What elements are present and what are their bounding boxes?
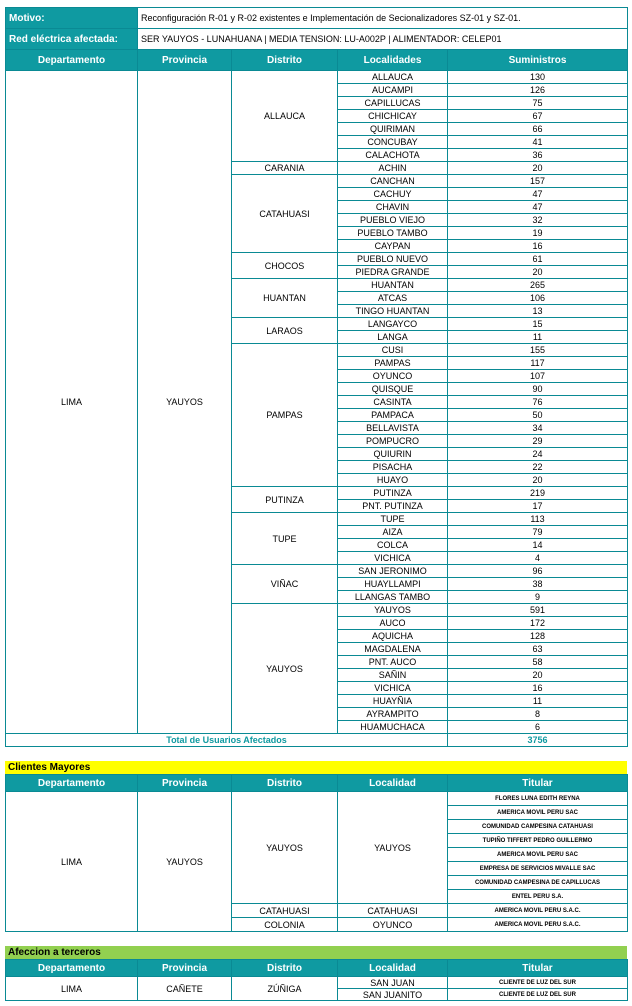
suministros-cell: 107 bbox=[448, 370, 628, 383]
suministros-cell: 36 bbox=[448, 149, 628, 162]
table-row bbox=[6, 71, 628, 84]
suministros-cell: 29 bbox=[448, 435, 628, 448]
distrito-cell: HUANTAN bbox=[232, 279, 338, 318]
localidad-cell: LANGAYCO bbox=[338, 318, 448, 331]
suministros-cell: 67 bbox=[448, 110, 628, 123]
localidad-cell: SAÑIN bbox=[338, 669, 448, 682]
distrito-cell: YAUYOS bbox=[232, 604, 338, 734]
suministros-cell: 76 bbox=[448, 396, 628, 409]
suministros-cell: 75 bbox=[448, 97, 628, 110]
suministros-cell: 172 bbox=[448, 617, 628, 630]
cm-header-provincia: Provincia bbox=[138, 775, 232, 792]
titular-cell: FLORES LUNA EDITH REYNA bbox=[448, 792, 628, 806]
localidad-cell: LLANGAS TAMBO bbox=[338, 591, 448, 604]
suministros-cell: 6 bbox=[448, 721, 628, 734]
table-row bbox=[6, 792, 628, 806]
localidad-cell: HUAYLLAMPI bbox=[338, 578, 448, 591]
localidad-cell: TUPE bbox=[338, 513, 448, 526]
suministros-cell: 9 bbox=[448, 591, 628, 604]
localidad-cell: AQUICHA bbox=[338, 630, 448, 643]
localidad-cell: CHAVIN bbox=[338, 201, 448, 214]
localidad-cell: VICHICA bbox=[338, 552, 448, 565]
localidad-cell: PISACHA bbox=[338, 461, 448, 474]
at-header-titular: Titular bbox=[448, 960, 628, 977]
departamento-cell: LIMA bbox=[6, 792, 138, 932]
header-localidades: Localidades bbox=[338, 50, 448, 71]
distrito-cell: CATAHUASI bbox=[232, 904, 338, 918]
titular-cell: COMUNIDAD CAMPESINA DE CAPILLUCAS bbox=[448, 876, 628, 890]
suministros-cell: 79 bbox=[448, 526, 628, 539]
localidad-cell: PNT. PUTINZA bbox=[338, 500, 448, 513]
suministros-cell: 14 bbox=[448, 539, 628, 552]
departamento-cell: LIMA bbox=[6, 977, 138, 1001]
titular-cell: TUPIÑO TIFFERT PEDRO GUILLERMO bbox=[448, 834, 628, 848]
suministros-cell: 34 bbox=[448, 422, 628, 435]
table-row bbox=[6, 977, 628, 989]
distrito-cell: PAMPAS bbox=[232, 344, 338, 487]
titular-cell: ENTEL PERU S.A. bbox=[448, 890, 628, 904]
localidad-cell: ACHIN bbox=[338, 162, 448, 175]
localidad-cell: CANCHAN bbox=[338, 175, 448, 188]
distrito-cell: CARANIA bbox=[232, 162, 338, 175]
suministros-cell: 19 bbox=[448, 227, 628, 240]
suministros-cell: 130 bbox=[448, 71, 628, 84]
localidad-cell: HUAYÑIA bbox=[338, 695, 448, 708]
suministros-cell: 16 bbox=[448, 682, 628, 695]
suministros-cell: 20 bbox=[448, 474, 628, 487]
suministros-cell: 117 bbox=[448, 357, 628, 370]
motivo-label: Motivo: bbox=[6, 8, 138, 29]
cm-header-distrito: Distrito bbox=[232, 775, 338, 792]
suministros-cell: 47 bbox=[448, 188, 628, 201]
localidad-cell: YAUYOS bbox=[338, 604, 448, 617]
localidad-cell: AYRAMPITO bbox=[338, 708, 448, 721]
titular-cell: COMUNIDAD CAMPESINA CATAHUASI bbox=[448, 820, 628, 834]
titular-cell: AMERICA MOVIL PERU SAC bbox=[448, 806, 628, 820]
localidad-cell: CAPILLUCAS bbox=[338, 97, 448, 110]
distrito-cell: LARAOS bbox=[232, 318, 338, 344]
suministros-cell: 24 bbox=[448, 448, 628, 461]
localidad-cell: AIZA bbox=[338, 526, 448, 539]
header-provincia: Provincia bbox=[138, 50, 232, 71]
cm-header-localidad: Localidad bbox=[338, 775, 448, 792]
localidad-cell: CAYPAN bbox=[338, 240, 448, 253]
suministros-cell: 128 bbox=[448, 630, 628, 643]
localidad-cell: POMPUCRO bbox=[338, 435, 448, 448]
suministros-cell: 17 bbox=[448, 500, 628, 513]
suministros-cell: 155 bbox=[448, 344, 628, 357]
at-header-localidad: Localidad bbox=[338, 960, 448, 977]
localidad-cell: MAGDALENA bbox=[338, 643, 448, 656]
localidad-cell: HUAYO bbox=[338, 474, 448, 487]
localidad-cell: PAMPAS bbox=[338, 357, 448, 370]
localidad-cell: AUCAMPI bbox=[338, 84, 448, 97]
suministros-cell: 126 bbox=[448, 84, 628, 97]
afeccion-terceros-table bbox=[5, 959, 628, 1001]
suministros-cell: 50 bbox=[448, 409, 628, 422]
suministros-cell: 219 bbox=[448, 487, 628, 500]
localidad-cell: CONCUBAY bbox=[338, 136, 448, 149]
localidad-cell: CATAHUASI bbox=[338, 904, 448, 918]
suministros-cell: 22 bbox=[448, 461, 628, 474]
total-label: Total de Usuarios Afectados bbox=[6, 734, 448, 747]
suministros-cell: 20 bbox=[448, 669, 628, 682]
localidad-cell: BELLAVISTA bbox=[338, 422, 448, 435]
cm-header-departamento: Departamento bbox=[6, 775, 138, 792]
suministros-cell: 11 bbox=[448, 695, 628, 708]
localidad-cell: OYUNCO bbox=[338, 370, 448, 383]
localidad-cell: ALLAUCA bbox=[338, 71, 448, 84]
suministros-cell: 265 bbox=[448, 279, 628, 292]
distrito-cell: ALLAUCA bbox=[232, 71, 338, 162]
localidad-cell: CASINTA bbox=[338, 396, 448, 409]
distrito-cell: TUPE bbox=[232, 513, 338, 565]
clientes-mayores-title: Clientes Mayores bbox=[5, 761, 627, 774]
cm-header-titular: Titular bbox=[448, 775, 628, 792]
suministros-cell: 20 bbox=[448, 162, 628, 175]
suministros-cell: 32 bbox=[448, 214, 628, 227]
distrito-cell: VIÑAC bbox=[232, 565, 338, 604]
suministros-cell: 16 bbox=[448, 240, 628, 253]
titular-cell: CLIENTE DE LUZ DEL SUR bbox=[448, 989, 628, 1001]
distrito-cell: PUTINZA bbox=[232, 487, 338, 513]
localidad-cell: PUEBLO TAMBO bbox=[338, 227, 448, 240]
suministros-cell: 8 bbox=[448, 708, 628, 721]
localidad-cell: QUIURIN bbox=[338, 448, 448, 461]
localidad-cell: PIEDRA GRANDE bbox=[338, 266, 448, 279]
localidad-cell: QUIRIMAN bbox=[338, 123, 448, 136]
localidad-cell: CHICHICAY bbox=[338, 110, 448, 123]
suministros-cell: 96 bbox=[448, 565, 628, 578]
localidad-cell: HUAMUCHACA bbox=[338, 721, 448, 734]
suministros-cell: 11 bbox=[448, 331, 628, 344]
localidad-cell: PAMPACA bbox=[338, 409, 448, 422]
localidad-cell: SAN JUAN bbox=[338, 977, 448, 989]
affected-localities-table bbox=[5, 49, 628, 747]
localidad-cell: CALACHOTA bbox=[338, 149, 448, 162]
departamento-cell: LIMA bbox=[6, 71, 138, 734]
afeccion-terceros-title: Afeccion a terceros bbox=[5, 946, 627, 959]
localidad-cell: CUSI bbox=[338, 344, 448, 357]
titular-cell: CLIENTE DE LUZ DEL SUR bbox=[448, 977, 628, 989]
provincia-cell: YAUYOS bbox=[138, 71, 232, 734]
suministros-cell: 591 bbox=[448, 604, 628, 617]
titular-cell: AMERICA MOVIL PERU S.A.C. bbox=[448, 918, 628, 932]
suministros-cell: 47 bbox=[448, 201, 628, 214]
suministros-cell: 90 bbox=[448, 383, 628, 396]
localidad-cell: CACHUY bbox=[338, 188, 448, 201]
localidad-cell: QUISQUE bbox=[338, 383, 448, 396]
localidad-cell: PUTINZA bbox=[338, 487, 448, 500]
localidad-cell: PUEBLO VIEJO bbox=[338, 214, 448, 227]
info-table bbox=[5, 7, 628, 50]
suministros-cell: 63 bbox=[448, 643, 628, 656]
localidad-cell: SAN JUANITO bbox=[338, 989, 448, 1001]
motivo-value: Reconfiguración R-01 y R-02 existentes e Implementación de Secionalizadores SZ-01 y SZ-01. bbox=[138, 8, 628, 29]
suministros-cell: 106 bbox=[448, 292, 628, 305]
header-distrito: Distrito bbox=[232, 50, 338, 71]
suministros-cell: 15 bbox=[448, 318, 628, 331]
suministros-cell: 41 bbox=[448, 136, 628, 149]
localidad-cell: LANGA bbox=[338, 331, 448, 344]
localidad-cell: VICHICA bbox=[338, 682, 448, 695]
provincia-cell: CAÑETE bbox=[138, 977, 232, 1001]
localidad-cell: OYUNCO bbox=[338, 918, 448, 932]
total-value: 3756 bbox=[448, 734, 628, 747]
titular-cell: AMERICA MOVIL PERU S.A.C. bbox=[448, 904, 628, 918]
header-suministros: Suministros bbox=[448, 50, 628, 71]
red-label: Red eléctrica afectada: bbox=[6, 29, 138, 50]
localidad-cell: TINGO HUANTAN bbox=[338, 305, 448, 318]
suministros-cell: 4 bbox=[448, 552, 628, 565]
distrito-cell: COLONIA bbox=[232, 918, 338, 932]
suministros-cell: 38 bbox=[448, 578, 628, 591]
distrito-cell: CATAHUASI bbox=[232, 175, 338, 253]
clientes-mayores-table bbox=[5, 774, 628, 932]
localidad-cell: SAN JERONIMO bbox=[338, 565, 448, 578]
distrito-cell: CHOCOS bbox=[232, 253, 338, 279]
header-departamento: Departamento bbox=[6, 50, 138, 71]
suministros-cell: 61 bbox=[448, 253, 628, 266]
localidad-cell: YAUYOS bbox=[338, 792, 448, 904]
titular-cell: EMPRESA DE SERVICIOS MIVALLE SAC bbox=[448, 862, 628, 876]
localidad-cell: AUCO bbox=[338, 617, 448, 630]
distrito-cell: YAUYOS bbox=[232, 792, 338, 904]
titular-cell: AMERICA MOVIL PERU SAC bbox=[448, 848, 628, 862]
suministros-cell: 157 bbox=[448, 175, 628, 188]
suministros-cell: 66 bbox=[448, 123, 628, 136]
at-header-distrito: Distrito bbox=[232, 960, 338, 977]
at-header-provincia: Provincia bbox=[138, 960, 232, 977]
localidad-cell: PUEBLO NUEVO bbox=[338, 253, 448, 266]
red-value: SER YAUYOS - LUNAHUANA | MEDIA TENSION: LU-A002P | ALIMENTADOR: CELEP01 bbox=[138, 29, 628, 50]
localidad-cell: HUANTAN bbox=[338, 279, 448, 292]
provincia-cell: YAUYOS bbox=[138, 792, 232, 932]
distrito-cell: ZÚÑIGA bbox=[232, 977, 338, 1001]
suministros-cell: 20 bbox=[448, 266, 628, 279]
suministros-cell: 13 bbox=[448, 305, 628, 318]
suministros-cell: 58 bbox=[448, 656, 628, 669]
suministros-cell: 113 bbox=[448, 513, 628, 526]
localidad-cell: PNT. AUCO bbox=[338, 656, 448, 669]
localidad-cell: COLCA bbox=[338, 539, 448, 552]
at-header-departamento: Departamento bbox=[6, 960, 138, 977]
localidad-cell: ATCAS bbox=[338, 292, 448, 305]
